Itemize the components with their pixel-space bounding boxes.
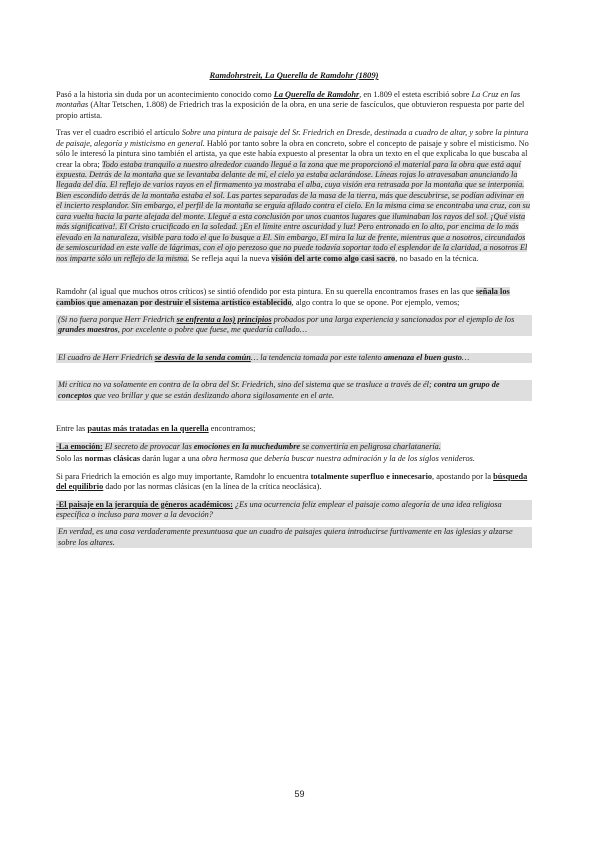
paragraph-intro [56,90,532,121]
text: Pasó a la historia sin duda por un acontecimiento conocido como [56,89,274,99]
emphasis: normas clásicas [84,454,141,464]
emphasis: visión del arte como algo casi sacro [271,253,396,263]
artwork-title: La Cruz en las montañas [56,89,521,110]
paragraph-emocion [56,442,532,452]
emphasis: amenaza el buen gusto [383,352,462,362]
spacer [56,271,532,287]
article-title: Sobre una pintura de paisaje del Sr. Friedrich en Dresde, destinada a cuadro de altar, y sobre la pintura de paisaje, alegoría y misticismo en general. [56,128,529,148]
text: , por excelente o pobre que fuese, me quedaría callado… [117,325,308,335]
text: , algo contra lo que se opone. Por ejemplo, vemos; [291,297,460,307]
text: obra hermosa que debería buscar nuestra admiración y la de los siglos venideros. [201,454,475,464]
text: ¿Es una ocurrencia feliz emplear el paisaje como alegoría de una idea religiosa específica o incluso para mover a la devoción? [56,499,502,519]
text: Solo las [56,454,85,464]
text: Entre las [56,424,88,434]
text: Habló por tanto sobre la obra en concreto, sobre el concepto de paisaje y sobre el misticismo. No sólo le interesó la pintura sino también el artista, ya que este había expuesto al presentar la obra un texto en el que explicaba lo que buscaba al crear la obra; [56,138,529,169]
text: probados por una larga experiencia y sancionados por el ejemplo de los [271,314,515,324]
emphasis: señala los cambios que amenazan por destruir el sistema artístico establecido [56,287,510,307]
text: encontramos; [208,424,256,434]
quote-2 [56,353,532,363]
text: Mi crítica no va solamente en contra de la obra del Sr. Friedrich, sino del sistema que se trasluce a través de él; [58,380,434,390]
text: … la tendencia tomada por este talento [250,352,384,362]
text: El cuadro de Herr Friedrich [58,352,155,362]
emphasis: se enfrenta a los) principios [176,314,272,324]
paragraph-friedrich-emocion [56,472,532,493]
text: se convertiría en peligrosa charlatanería. [300,441,441,451]
text: Ramdohr (al igual que muchos otros críticos) se sintió ofendido por esta pintura. En su querella encontramos frases en las que [56,287,476,297]
emphasis: totalmente superfluo e innecesario [310,471,433,481]
text: darán lugar a una [140,454,202,464]
text: dado por las normas clásicas (en la línea de la crítica neoclásica). [103,482,322,492]
spacer [56,408,532,424]
section-heading: -El paisaje en la jerarquía de géneros académicos: [56,499,233,509]
text: (Altar Tetschen, 1.808) de Friedrich tras la exposición de la obra, en una serie de fascículos, que obtuvieron respuesta por parte del propio artista. [56,100,525,120]
spacer [56,370,532,380]
paragraph-article [56,128,532,264]
text: que veo brillar y que se están deslizando ahora sigilosamente en el arte. [91,390,335,400]
paragraph-paisaje [56,500,532,521]
text: El secreto de provocar las [102,441,194,451]
paragraph-normas [56,454,532,464]
text: Si para Friedrich la emoción es algo muy importante, Ramdohr lo encuentra [56,471,311,481]
text: (Si no fuera porque Herr Friedrich [58,314,177,324]
text: … [461,352,470,362]
text: , no basado en la técnica. [395,253,479,263]
emphasis: se desvía de la senda común [154,352,251,362]
emphasis: pautas más tratadas en la querella [87,424,209,434]
quote-3 [56,380,532,401]
document-body [56,70,532,555]
emphasis: grandes maestros [58,325,118,335]
spacer [56,343,532,353]
friedrich-quote: Todo estaba tranquilo a nuestro alrededor cuando llegué a la zona que me proporcionó el material para la obra que está aquí expuesta. Detrás de la montaña que se levantaba delante de mí, el cielo ya estaba aclarándose. Líneas rojas lo atravesaban anunciando la llegada del día. El reflejo de varios rayos en el firmamento ya mostraba el alba, cuya visión era retrasada por la montaña que se interponía. Bien escondido detrás de la montaña estaba el sol. Las partes separadas de la masa de la tierra, más que descubrirse, se podían adivinar en el incierto resplandor. Sin embargo, el perfil de la montaña se erguía afilado contra el cielo. En la misma cima se encontraba una cruz, con su cara vuelta hacia la parte alejada del monte. Llegué a esta conclusión por unos cuantos lugares que iluminaban los rayos del sol. ¡Qué vista más significativa!. El Cristo crucificado en la soledad. ¡En el límite entre oscuridad y luz! Pero entronado en lo alto, por encima de lo más elevado en la naturaleza, visible para todo el que lo busque a El. Sin embargo, El mira la luz de frente, mientras que a nosotros, circundados de semioscuridad en este valle de lágrimas, con el ojo perezoso que no puede todavía soportar todo el esplendor de la claridad, a nosotros El nos imparte sólo un reflejo de la misma. [56,159,531,263]
text: Tras ver el cuadro escribió el artículo [56,128,182,138]
emphasis: emociones en la muchedumbre [193,441,301,451]
quote-1 [56,315,532,336]
section-heading: -La emoción: [56,441,103,451]
paragraph-presuntuosa: En verdad, es una cosa verdaderamente presuntuosa que un cuadro de paisajes quiera introducirse furtivamente en las iglesias y alzarse sobre los altares. [56,527,532,548]
text: , apostando por la [432,471,494,481]
text: Se refleja aquí la nueva [189,253,272,263]
text: , en 1.809 el esteta escribió sobre [359,89,472,99]
emphasis: búsqueda del equilibrio [56,471,528,492]
paragraph-ramdohr [56,287,532,308]
emphasis: contra un grupo de conceptos [58,380,500,400]
paragraph-pautas [56,424,532,434]
emphasis: La Querella de Ramdohr [273,89,360,99]
page-number: 59 [294,789,305,799]
highlight-block [56,442,441,451]
document-title: Ramdohrstreit, La Querella de Ramdohr (1809) [209,70,379,80]
